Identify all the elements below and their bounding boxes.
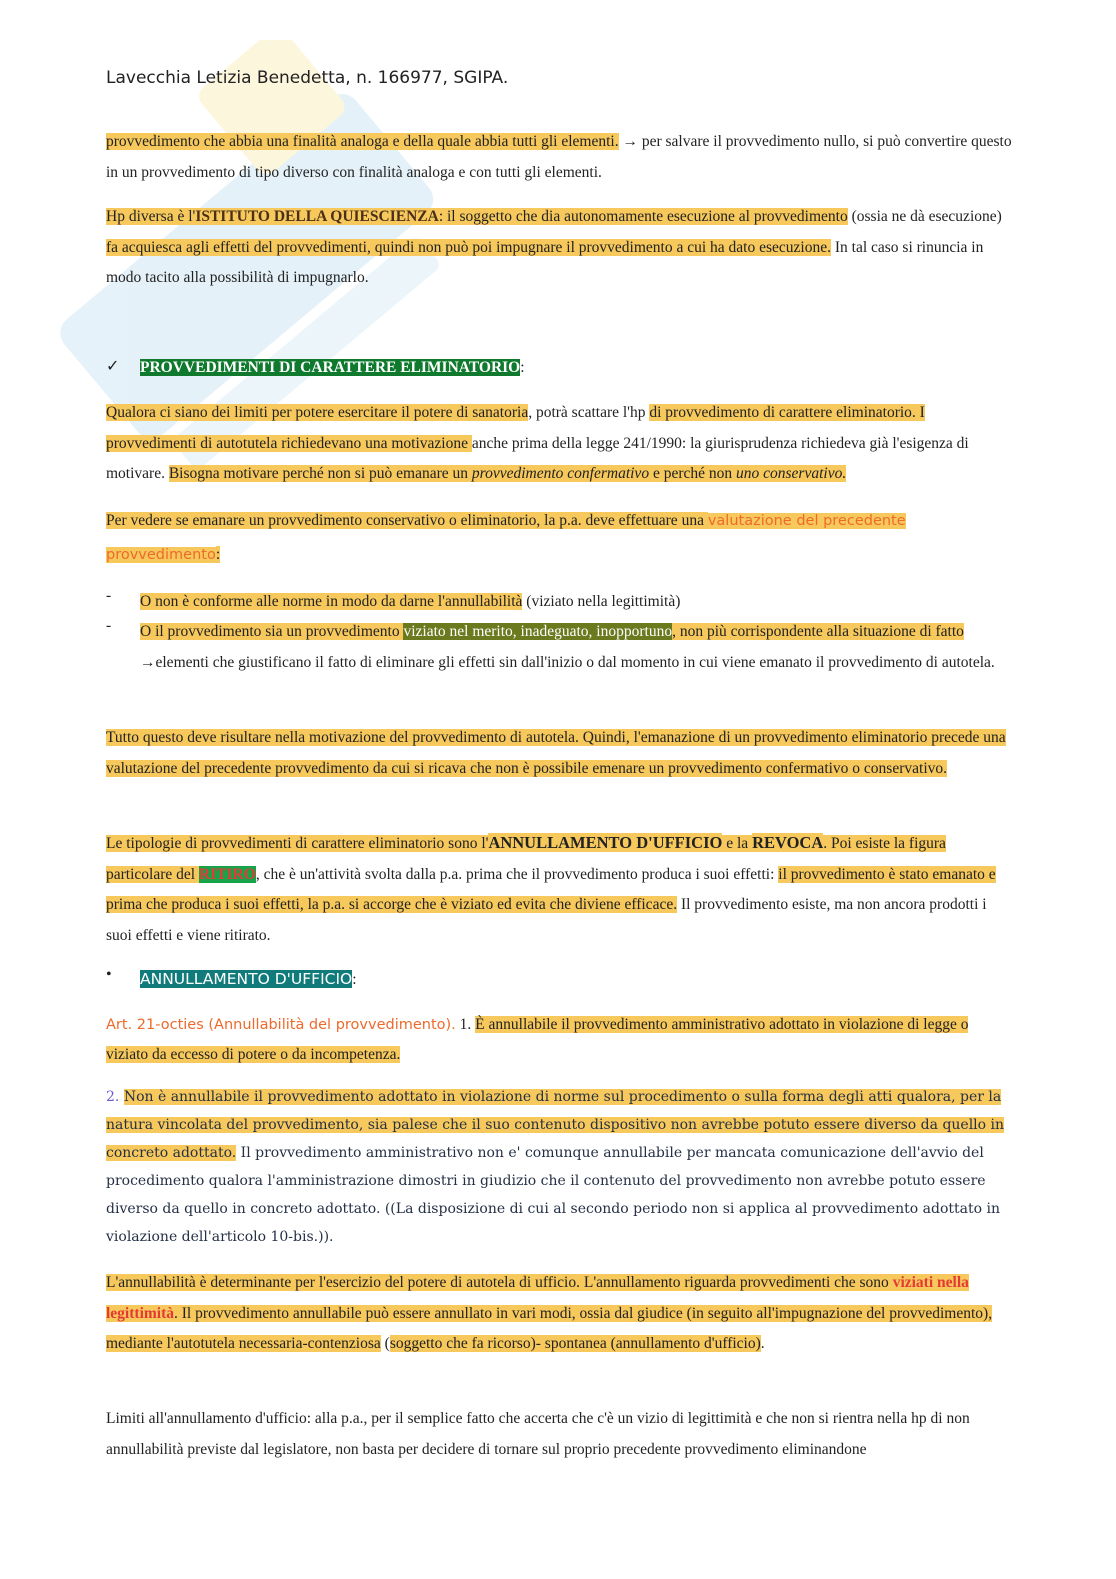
paragraph-valutazione: Per vedere se emanare un provvedimento conservativo o eliminatorio, la p.a. deve effettuare una valutazione del precedente provvedimento:	[106, 512, 906, 563]
document-header: Lavecchia Letizia Benedetta, n. 166977, SGIPA.	[106, 68, 509, 88]
paragraph-conversion: provvedimento che abbia una finalità analoga e della quale abbia tutti gli elementi. → per salvare il provvedimento nullo, si può convertire questo in un provvedimento di tipo diverso con finalità analoga e con tutti gli elementi.	[106, 133, 1012, 181]
check-icon: ✓	[106, 358, 120, 375]
paragraph-motivazione: Tutto questo deve risultare nella motivazione del provvedimento di autotela. Quindi, l'emanazione di un provvedimento eliminatorio precede una valutazione del precedente provvedimento da cui si ricava che non è possibile emenare un provvedimento confermativo o conservativo.	[106, 729, 1006, 777]
paragraph-limiti: Limiti all'annullamento d'ufficio: alla p.a., per il semplice fatto che accerta che c'è un vizio di legittimità e che non si rientra nella hp di non annullabilità previste dal legislatore, non basta per decidere di tornare sul proprio precedente provvedimento eliminandone	[106, 1410, 970, 1458]
list-item: O non è conforme alle norme in modo da darne l'annullabilità (viziato nella legittimità)	[140, 593, 681, 610]
list-item: O il provvedimento sia un provvedimento viziato nel merito, inadeguato, inopportuno, non più corrispondente alla situazione di fatto →elementi che giustificano il fatto di eliminare gli effetti sin dall'inizio o dal momento in cui viene emanato il provvedimento di autotela.	[140, 623, 995, 671]
paragraph-sanatoria: Qualora ci siano dei limiti per potere esercitare il potere di sanatoria, potrà scattare l'hp di provvedimento di carattere eliminatorio. I provvedimenti di autotutela richiedevano una motivazione anche prima della legge 241/1990: la giurisprudenza richiedeva già l'esigenza di motivare. Bisogna motivare perché non si può emanare un provvedimento confermativo e perché non uno conservativo.	[106, 404, 969, 482]
paragraph-art-comma-2: 2. Non è annullabile il provvedimento adottato in violazione di norme sul procedimento o sulla forma degli atti qualora, per la natura vincolata del provvedimento, sia palese che il suo contenuto dispositivo non avrebbe potuto essere diverso da quello in concreto adottato. Il provvedimento amministrativo non e' comunque annullabile per mancata comunicazione dell'avvio del procedimento qualora l'amministrazione dimostri in giudizio che il contenuto del provvedimento non avrebbe potuto essere diverso da quello in concreto adottato. ((La disposizione di cui al secondo periodo non si applica al provvedimento adottato in violazione dell'articolo 10-bis.)).	[106, 1089, 1005, 1245]
section-title-annullamento: ANNULLAMENTO D'UFFICIO:	[140, 970, 357, 988]
paragraph-tipologie: Le tipologie di provvedimenti di carattere eliminatorio sono l'ANNULLAMENTO D'UFFICIO e la REVOCA. Poi esiste la figura particolare del RITIRO, che è un'attività svolta dalla p.a. prima che il provvedimento produca i suoi effetti: il provvedimento è stato emanato e prima che produca i suoi effetti, la p.a. si accorge che è viziato ed evita che diviene efficace. Il provvedimento esiste, ma non ancora prodotti i suoi effetti e viene ritirato.	[106, 833, 996, 944]
paragraph-art-21-octies: Art. 21-octies (Annullabilità del provvedimento). 1. È annullabile il provvedimento amministrativo adottato in violazione di legge o viziato da eccesso di potere o da incompetenza.	[106, 1016, 969, 1063]
bullet-icon: •	[106, 966, 112, 983]
paragraph-annullabilita: L'annullabilità è determinante per l'esercizio del potere di autotela di ufficio. L'annullamento riguarda provvedimenti che sono viziati nella legittimità. Il provvedimento annullabile può essere annullato in vari modi, ossia dal giudice (in seguito all'impugnazione del provvedimento), mediante l'autotutela necessaria-contenziosa (soggetto che fa ricorso)- spontanea (annullamento d'ufficio).	[106, 1274, 993, 1352]
paragraph-quiescienza: Hp diversa è l'ISTITUTO DELLA QUIESCIENZA: il soggetto che dia autonomamente esecuzione al provvedimento (ossia ne dà esecuzione) fa acquiesca agli effetti del provvedimenti, quindi non può poi impugnare il provvedimento a cui ha dato esecuzione. In tal caso si rinuncia in modo tacito alla possibilità di impugnarlo.	[106, 208, 1002, 286]
list-dash: -	[106, 587, 112, 604]
list-dash: -	[106, 617, 112, 634]
section-title-eliminatorio: PROVVEDIMENTI DI CARATTERE ELIMINATORIO:	[140, 359, 525, 376]
